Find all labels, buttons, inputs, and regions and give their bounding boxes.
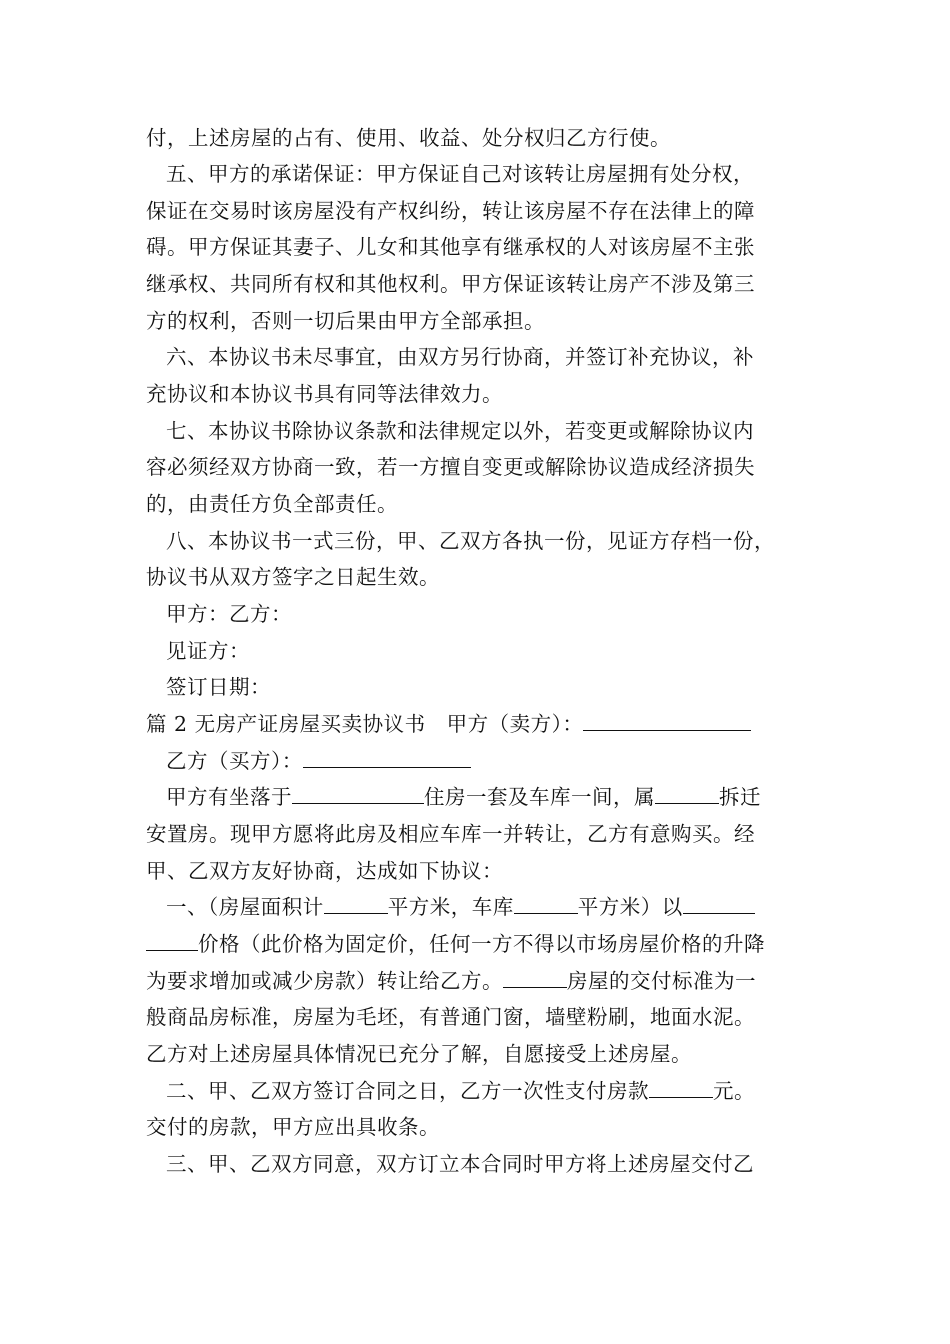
text-line: 保证在交易时该房屋没有产权纠纷，转让该房屋不存在法律上的障	[146, 199, 755, 223]
house-area-blank	[324, 895, 388, 914]
text-line: 安置房。现甲方愿将此房及相应车库一并转让，乙方有意购买。经	[146, 822, 755, 846]
text-segment: 拆迁	[719, 785, 761, 809]
text-line: 交付的房款，甲方应出具收条。	[146, 1115, 440, 1139]
seller-blank	[583, 712, 751, 731]
article-2-title: 篇 2 无房产证房屋买卖协议书 甲方（卖方）：	[146, 712, 584, 736]
buyer-blank	[303, 749, 471, 768]
text-segment: 房屋的交付标准为一	[567, 969, 756, 993]
text-line: 甲、乙双方友好协商，达成如下协议：	[146, 859, 503, 883]
clause-2-line	[166, 1078, 755, 1104]
price-blank	[683, 895, 755, 914]
text-segment: 一、（房屋面积计	[166, 895, 324, 919]
text-segment: 甲方有坐落于	[166, 785, 292, 809]
signature-parties: 甲方：乙方：	[166, 602, 292, 626]
text-segment: 平方米，车库	[387, 895, 514, 919]
clause-8-heading: 八、本协议书一式三份，甲、乙双方各执一份，见证方存档一份，	[166, 529, 775, 553]
clause-1-line	[166, 894, 755, 920]
text-segment: 平方米）以	[577, 895, 683, 919]
text-line: 乙方对上述房屋具体情况已充分了解，自愿接受上述房屋。	[146, 1042, 692, 1066]
signing-date-label: 签订日期：	[166, 675, 271, 699]
buyer-label: 乙方（买方）：	[166, 749, 303, 773]
text-segment: 元。	[713, 1079, 755, 1103]
clause-7-heading: 七、本协议书除协议条款和法律规定以外，若变更或解除协议内	[166, 419, 754, 443]
text-line: 方的权利，否则一切后果由甲方全部承担。	[146, 309, 545, 333]
clause-3-heading: 三、甲、乙双方同意，双方订立本合同时甲方将上述房屋交付乙	[166, 1152, 754, 1176]
buyer-line	[166, 748, 471, 774]
garage-area-blank	[514, 895, 578, 914]
text-segment: 为要求增加或减少房款）转让给乙方。	[146, 969, 503, 993]
witness-label: 见证方：	[166, 639, 250, 663]
delivery-line	[146, 968, 756, 994]
price-line	[146, 931, 765, 957]
text-segment: 二、甲、乙双方签订合同之日，乙方一次性支付房款	[166, 1079, 649, 1103]
location-line	[166, 784, 761, 810]
text-line: 的，由责任方负全部责任。	[146, 492, 398, 516]
article-2-title-line	[146, 711, 751, 737]
text-segment: 价格（此价格为固定价，任何一方不得以市场房屋价格的升降	[198, 932, 765, 956]
text-line: 般商品房标准，房屋为毛坯，有普通门窗，墙壁粉刷，地面水泥。	[146, 1005, 755, 1029]
text-line: 付，上述房屋的占有、使用、收益、处分权归乙方行使。	[146, 126, 671, 150]
location-blank	[292, 785, 424, 804]
clause-5-heading: 五、甲方的承诺保证：甲方保证自己对该转让房屋拥有处分权，	[166, 162, 754, 186]
text-segment: 住房一套及车库一间，属	[424, 785, 655, 809]
payment-blank	[649, 1079, 713, 1098]
price-blank-continued	[146, 932, 198, 951]
delivery-blank	[503, 969, 567, 988]
text-line: 继承权、共同所有权和其他权利。甲方保证该转让房产不涉及第三	[146, 272, 755, 296]
text-line: 协议书从双方签字之日起生效。	[146, 565, 440, 589]
text-line: 充协议和本协议书具有同等法律效力。	[146, 382, 503, 406]
text-line: 容必须经双方协商一致，若一方擅自变更或解除协议造成经济损失	[146, 455, 755, 479]
category-blank	[655, 785, 719, 804]
clause-6-heading: 六、本协议书未尽事宜，由双方另行协商，并签订补充协议，补	[166, 345, 754, 369]
text-line: 碍。甲方保证其妻子、儿女和其他享有继承权的人对该房屋不主张	[146, 235, 755, 259]
